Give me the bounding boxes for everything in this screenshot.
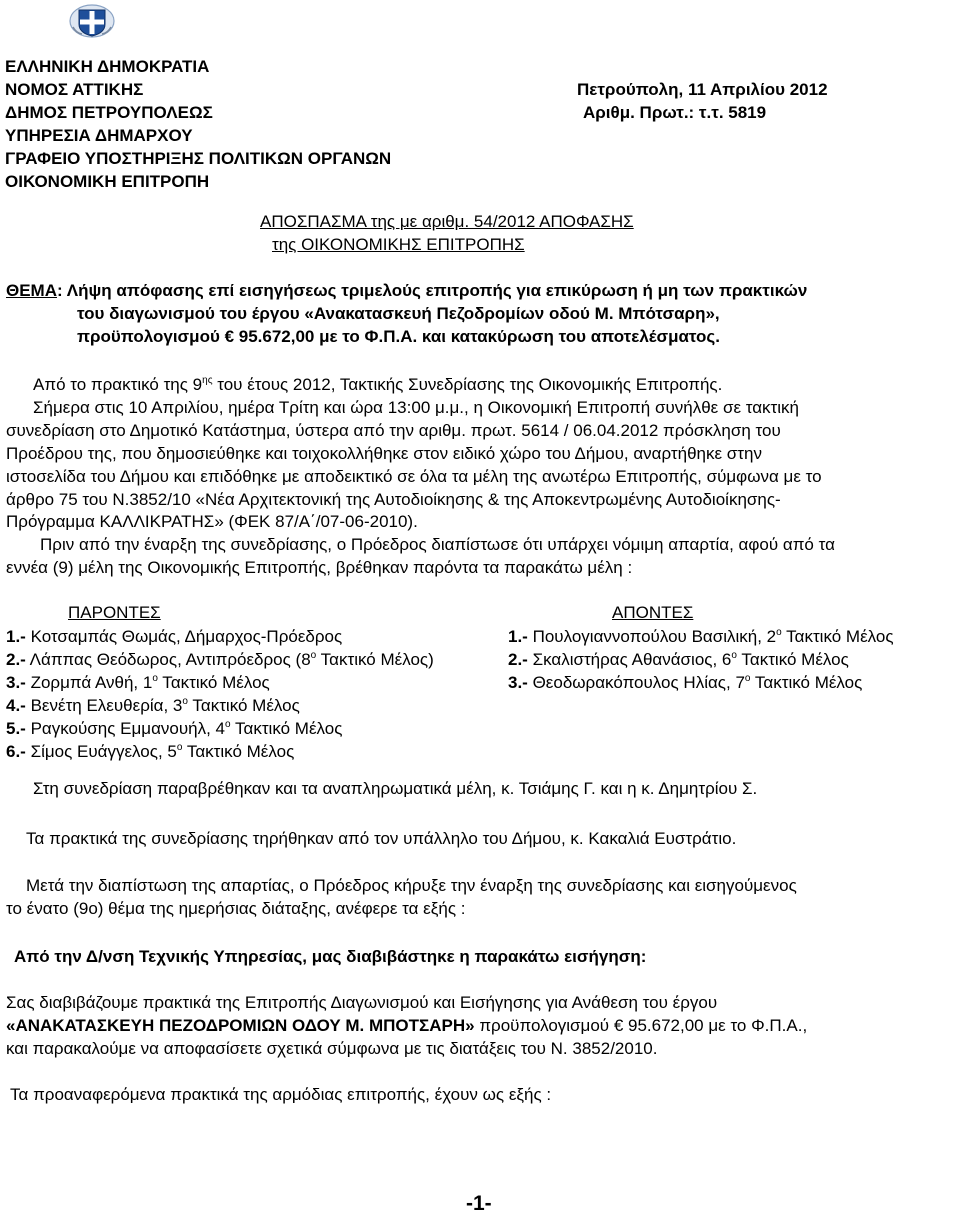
issuer-line: ΕΛΛΗΝΙΚΗ ΔΗΜΟΚΡΑΤΙΑ	[5, 57, 210, 76]
minutes-line: Από το πρακτικό της $9^{\eta\varsigma}$ του έτους 2012, Τακτικής Συνεδρίασης της Οικονομικής Επιτροπής.	[33, 375, 723, 394]
secretary-paragraph: Τα πρακτικά της συνεδρίασης τηρήθηκαν από τον υπάλληλο του Δήμου, κ. Κακαλιά Ευστράτιο.	[26, 829, 737, 848]
issuer-line: ΟΙΚΟΝΟΜΙΚΗ ΕΠΙΤΡΟΠΗ	[5, 172, 210, 191]
subject-label: ΘΕΜΑ	[6, 281, 57, 300]
subject-line-2: του διαγωνισμού του έργου «Ανακατασκευή Πεζοδρομίων οδού Μ. Μπότσαρη»,	[77, 304, 720, 323]
list-item: 3.- Θεοδωρακόπουλος Ηλίας, $7^o$ Τακτικό Μέλος	[508, 673, 863, 692]
minutes-line: συνεδρίαση στο Δημοτικό Κατάστημα, ύστερα από την αριθμ. πρωτ. 5614 / 06.04.2012 πρόσκληση του	[6, 421, 781, 440]
protocol-number: Αριθμ. Πρωτ.: τ.τ. 5819	[583, 103, 767, 122]
minutes-line: Σήμερα στις 10 Απριλίου, ημέρα Τρίτη και ώρα 13:00 μ.μ., η Οικονομική Επιτροπή συνήλθε σε τακτική	[33, 398, 799, 417]
page-number: -1-	[466, 1192, 492, 1215]
agenda-paragraph-line: Μετά την διαπίστωση της απαρτίας, ο Πρόεδρος κήρυξε την έναρξη της συνεδρίασης και εισηγούμενος	[26, 876, 797, 895]
present-heading: ΠΑΡΟΝΤΕΣ	[68, 603, 161, 622]
list-item: 1.- Πουλογιαννοπούλου Βασιλική, $2^o$ Τακτικό Μέλος	[508, 627, 894, 646]
issuer-line: ΔΗΜΟΣ ΠΕΤΡΟΥΠΟΛΕΩΣ	[5, 103, 213, 122]
present-list	[6, 625, 434, 763]
proposal-line: Σας διαβιβάζουμε πρακτικά της Επιτροπής Διαγωνισμού και Εισήγησης για Ανάθεση του έργου	[6, 993, 718, 1012]
proposal-heading: Από την Δ/νση Τεχνικής Υπηρεσίας, μας διαβιβάστηκε η παρακάτω εισήγηση:	[14, 947, 647, 966]
issuer-line: ΓΡΑΦΕΙΟ ΥΠΟΣΤΗΡΙΞΗΣ ΠΟΛΙΤΙΚΩΝ ΟΡΓΑΝΩΝ	[5, 149, 392, 168]
minutes-line: ιστοσελίδα του Δήμου και επιδόθηκε με αποδεικτικό σε όλα τα μέλη της ανωτέρω Επιτροπής, σύμφωνα με το	[6, 467, 822, 486]
list-item: 2.- Σκαλιστήρας Αθανάσιος, $6^o$ Τακτικό Μέλος	[508, 650, 849, 669]
place-date: Πετρούπολη, 11 Απριλίου 2012	[577, 80, 828, 99]
agenda-paragraph-line: το ένατο (9ο) θέμα της ημερήσιας διάταξης, ανέφερε τα εξής :	[6, 899, 466, 918]
minutes-intro: Τα προαναφερόμενα πρακτικά της αρμόδιας επιτροπής, έχουν ως εξής :	[10, 1085, 552, 1104]
list-item: 5.- Ραγκούσης Εμμανουήλ, $4^o$ Τακτικό Μέλος	[6, 719, 343, 738]
list-item: 6.- Σίμος Ευάγγελος, $5^o$ Τακτικό Μέλος	[6, 742, 295, 761]
minutes-line: Πριν από την έναρξη της συνεδρίασης, ο Πρόεδρος διαπίστωσε ότι υπάρχει νόμιμη απαρτία, αφού από τα	[40, 535, 835, 554]
minutes-line: Πρόγραμμα ΚΑΛΛΙΚΡΑΤΗΣ» (ΦΕΚ 87/Α΄/07-06-2010).	[6, 512, 418, 531]
absent-heading: ΑΠΟΝΤΕΣ	[612, 603, 694, 622]
excerpt-title: ΑΠΟΣΠΑΣΜΑ της με αριθμ. 54/2012 ΑΠΟΦΑΣΗΣ	[260, 212, 634, 231]
subject-line-1: ΘΕΜΑ: Λήψη απόφασης επί εισηγήσεως τριμελούς επιτροπής για επικύρωση ή μη των πρακτικών	[6, 281, 808, 300]
list-item: 3.- Ζορμπά Ανθή, $1^o$ Τακτικό Μέλος	[6, 673, 270, 692]
list-item: 2.- Λάππας Θεόδωρος, Αντιπρόεδρος ($8^o$ Τακτικό Μέλος)	[6, 650, 434, 669]
minutes-line: άρθρο 75 του Ν.3852/10 «Νέα Αρχιτεκτονική της Αυτοδιοίκησης & της Αποκεντρωμένης Αυτοδιοίκησης-	[6, 490, 781, 509]
absent-list	[508, 625, 894, 694]
minutes-line: Προέδρου της, που δημοσιεύθηκε και τοιχοκολλήθηκε στον ειδικό χώρο του Δήμου, αναρτήθηκε στην	[6, 444, 762, 463]
subject-line-3: προϋπολογισμού € 95.672,00 με το Φ.Π.Α. και κατακύρωση του αποτελέσματος.	[77, 327, 720, 346]
issuer-block	[5, 55, 391, 193]
greek-emblem-icon	[68, 3, 116, 39]
issuer-line: ΝΟΜΟΣ ΑΤΤΙΚΗΣ	[5, 80, 144, 99]
list-item: 1.- Κοτσαμπάς Θωμάς, Δήμαρχος-Πρόεδρος	[6, 627, 343, 646]
minutes-line: εννέα (9) μέλη της Οικονομικής Επιτροπής, βρέθηκαν παρόντα τα παρακάτω μέλη :	[6, 558, 633, 577]
proposal-line: και παρακαλούμε να αποφασίσετε σχετικά σύμφωνα με τις διατάξεις του Ν. 3852/2010.	[6, 1039, 658, 1058]
excerpt-subtitle: της ΟΙΚΟΝΟΜΙΚΗΣ ΕΠΙΤΡΟΠΗΣ	[272, 235, 525, 254]
list-item: 4.- Βενέτη Ελευθερία, $3^o$ Τακτικό Μέλος	[6, 696, 300, 715]
proposal-line: «ΑΝΑΚΑΤΑΣΚΕΥΗ ΠΕΖΟΔΡΟΜΙΩΝ ΟΔΟΥ Μ. ΜΠΟΤΣΑΡΗ» προϋπολογισμού € 95.672,00 με το Φ.Π.Α.,	[6, 1016, 808, 1035]
issuer-line: ΥΠΗΡΕΣΙΑ ΔΗΜΑΡΧΟΥ	[5, 126, 193, 145]
substitutes-paragraph: Στη συνεδρίαση παραβρέθηκαν και τα αναπληρωματικά μέλη, κ. Τσιάμης Γ. και η κ. Δημητρίου Σ.	[33, 779, 758, 798]
